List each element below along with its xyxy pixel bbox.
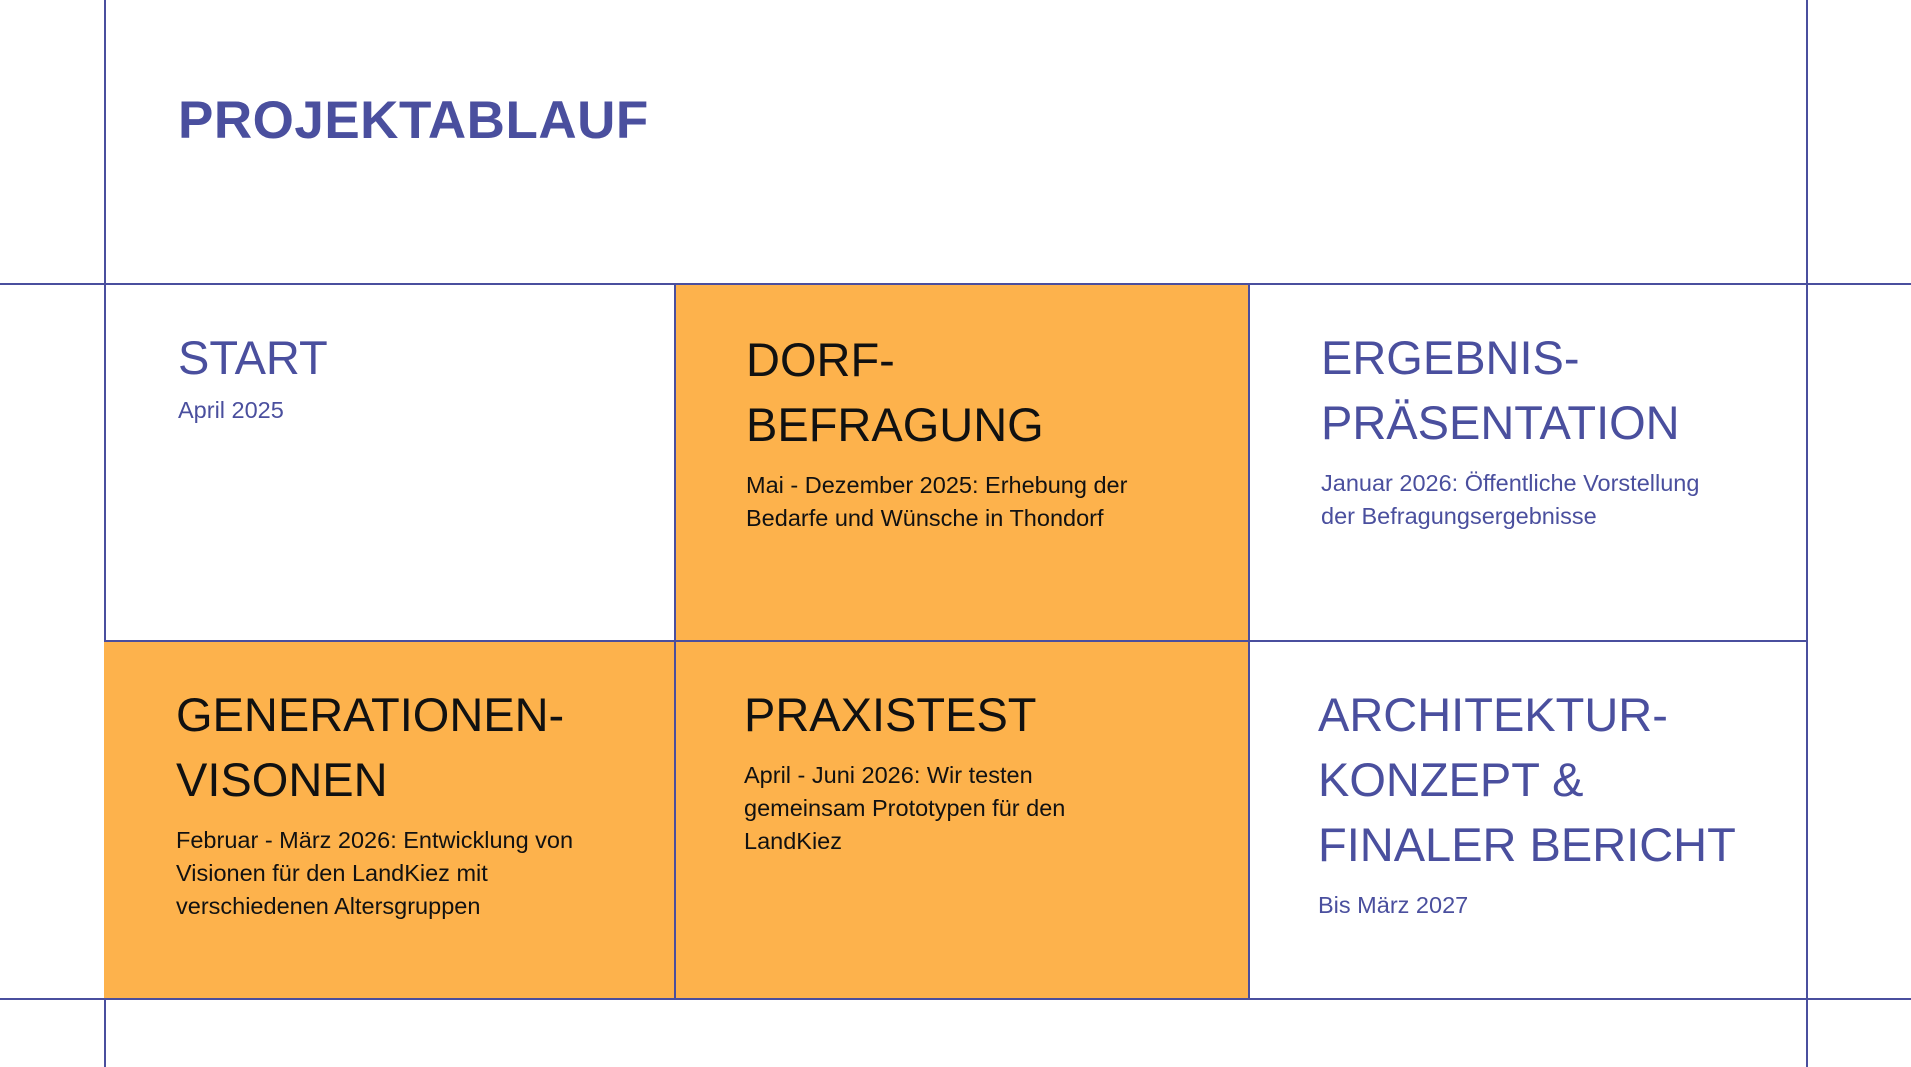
timeline-heading: DORF- BEFRAGUNG [746,333,1044,451]
grid-line-right [1806,0,1808,1067]
timeline-cell-ergebnispraesentation [1250,285,1806,640]
timeline-cell-praxistest [675,642,1248,998]
timeline-cell-generationenvisionen [104,642,674,998]
timeline-text: Januar 2026: Öffentliche Vorstellung der Befragungsergebnisse [1321,470,1700,529]
timeline-heading: START [178,331,328,384]
timeline-heading: PRAXISTEST [744,688,1037,741]
timeline-heading: ARCHITEKTUR- KONZEPT & FINALER BERICHT [1318,688,1736,871]
timeline-cell-start [106,285,674,640]
timeline-cell-dorfbefragung [675,285,1248,640]
grid-line-middle [104,640,1808,642]
timeline-cell-architekturkonzept [1250,642,1806,998]
timeline-heading: ERGEBNIS- PRÄSENTATION [1321,331,1680,449]
timeline-text: Februar - März 2026: Entwicklung von Visionen für den LandKiez mit verschiedenen Altersgruppen [176,827,574,919]
page-title: PROJEKTABLAUF [178,91,649,150]
timeline-text: April - Juni 2026: Wir testen gemeinsam Prototypen für den LandKiez [744,762,1066,854]
timeline-text: Mai - Dezember 2025: Erhebung der Bedarfe und Wünsche in Thondorf [746,472,1128,531]
timeline-text: April 2025 [178,397,284,423]
grid-line-bottom [0,998,1911,1000]
timeline-text: Bis März 2027 [1318,892,1469,918]
timeline-heading: GENERATIONEN- VISONEN [176,688,565,806]
